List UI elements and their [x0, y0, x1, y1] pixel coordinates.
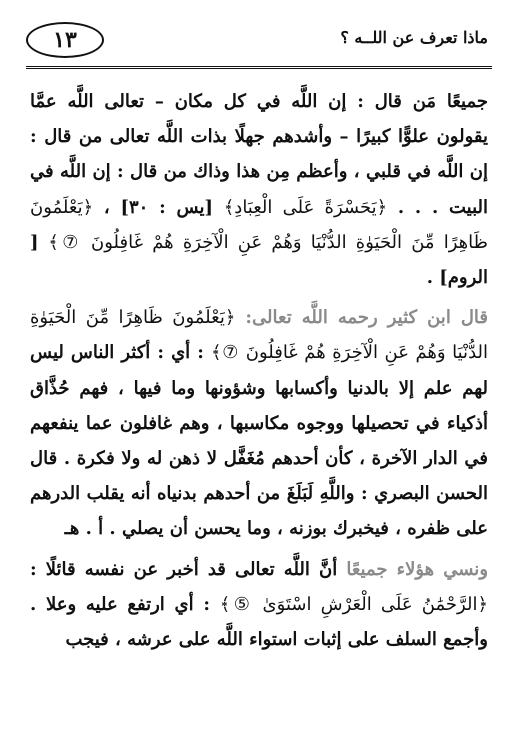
paragraph-3-text: أنَّ اللَّه تعالى قد أخبر عن نفسه قائلًا : [30, 558, 338, 580]
quran-verse-rum: ﴿يَعْلَمُونَ ظَاهِرًا مِّنَ الْحَيَوٰةِ الدُّنْيَا وَهُمْ عَنِ الْآخِرَةِ هُمْ غَافِلُونَ ⑦﴾ [30, 196, 488, 253]
paragraph-2-text: : أي : أكثر الناس ليس لهم علم إلا بالدنيا وأكسابها وشؤونها وما فيها ، فهم حُذَّاق أذكياء في تحصيلها ووجوه مكاسبها ، وهم غافلون عما ينفعهم في الدار الآخرة ، كأن أحدهم مُغَفَّل لا ذهن له ولا فكرة . قال الحسن البصري : واللَّهِ لَبَلَغَ من أحدهم بدنياه أنه يقلب الدرهم على ظفره ، فيخبرك بوزنه ، وما يحسن أن يصلي . أ . هـ [30, 342, 488, 540]
verse-reference-rum: [ الروم] . [30, 231, 488, 289]
header-divider [26, 66, 492, 69]
paragraph-3-continuation: : أي ارتفع عليه وعلا . وأجمع السلف على إثبات استواء اللَّه على عرشه ، فيجب [30, 593, 488, 651]
paragraph-3 [30, 552, 488, 658]
paragraph-1-text: جميعًا مَن قال : إن اللَّه في كل مكان – تعالى اللَّه عمَّا يقولون علوًّا كبيرًا – وأشدهم جهلًا بذات اللَّه تعالى من قال : إن اللَّه في قلبي ، وأعظم مِن هذا وذاك من قال : إن اللَّه في البيت . . . [30, 91, 489, 218]
page-header [26, 22, 492, 58]
page-body [30, 84, 488, 657]
paragraph-2 [30, 300, 488, 546]
verse-reference-yasin: [يس : ٣٠] ، [93, 196, 224, 218]
paragraph-1 [30, 84, 488, 295]
quran-verse-rum-quoted: ﴿يَعْلَمُونَ ظَاهِرًا مِّنَ الْحَيَوٰةِ الدُّنْيَا وَهُمْ عَنِ الْآخِرَةِ هُمْ غَافِلُونَ ⑦﴾ [30, 307, 488, 364]
running-title: ماذا تعرف عن اللــه ؟ [340, 28, 488, 47]
paragraph-3-lead: ونسي هؤلاء جميعًا [337, 558, 489, 580]
ibn-kathir-lead: قال ابن كثير رحمه اللَّه تعالى: [235, 307, 489, 329]
page-number: ١٣ [26, 22, 104, 58]
quran-verse-taha: ﴿الرَّحْمَٰنُ عَلَى الْعَرْشِ اسْتَوَىٰ ⑤﴾ [219, 593, 488, 615]
quran-verse-yasin: ﴿يَحَسْرَةً عَلَى الْعِبَادِ﴾ [223, 196, 388, 218]
